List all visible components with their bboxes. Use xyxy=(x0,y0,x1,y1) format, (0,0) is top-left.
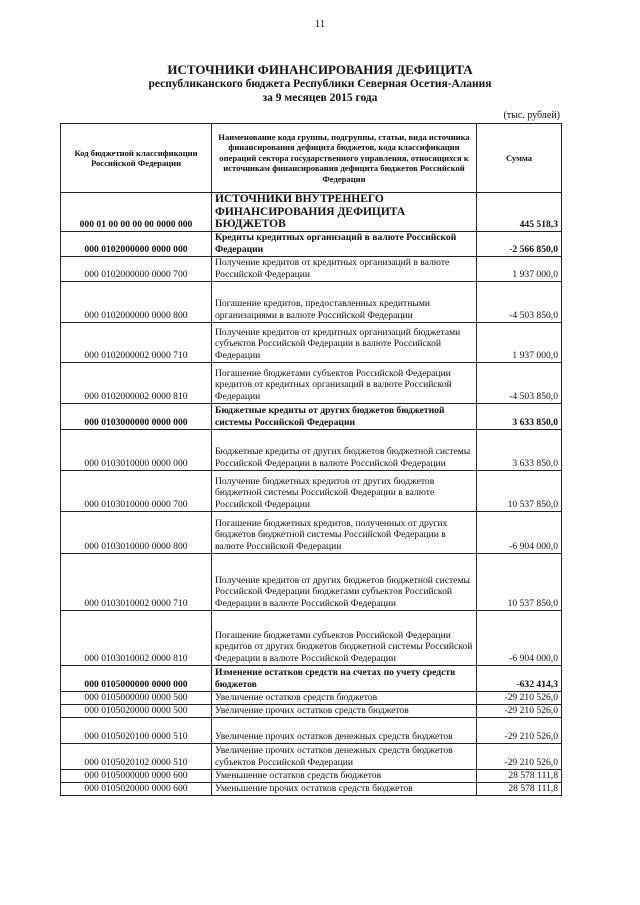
row-code: 000 0105000000 0000 500 xyxy=(61,691,212,704)
row-amount: -29 210 526,0 xyxy=(477,691,562,704)
row-amount: 28 578 111,8 xyxy=(477,782,562,795)
financing-sources-table xyxy=(60,123,562,796)
row-amount: -632 414,3 xyxy=(477,665,562,691)
row-name: Кредиты кредитных организаций в валюте Российской Федерации xyxy=(212,231,477,256)
row-name: Уменьшение остатков средств бюджетов xyxy=(212,769,477,782)
page-number: 11 xyxy=(314,18,326,30)
row-code: 000 0105020000 0000 600 xyxy=(61,782,212,795)
table-row xyxy=(61,553,562,610)
row-code: 000 0103010002 0000 710 xyxy=(61,553,212,610)
row-code: 000 0103010000 0000 700 xyxy=(61,470,212,511)
table-row xyxy=(61,470,562,511)
header-name: Наименование кода группы, подгруппы, статьи, вида источника финансирования дефицита бюджетов, кода классификации операций сектора государственного управления, относящихся к источникам финансирования дефицита бюджетов Российской Федерации xyxy=(212,124,477,193)
row-amount: 28 578 111,8 xyxy=(477,769,562,782)
header-amount: Сумма xyxy=(477,124,562,193)
row-name: Бюджетные кредиты от других бюджетов бюджетной системы Российской Федерации в валюте Российской Федерации xyxy=(212,429,477,470)
row-amount: 3 633 850,0 xyxy=(477,403,562,429)
table-row xyxy=(61,717,562,743)
row-name: Погашение бюджетных кредитов, полученных от других бюджетов бюджетной системы Российской Федерации в валюте Российской Федерации xyxy=(212,511,477,553)
row-name: Погашение кредитов, предоставленных кредитными организациями в валюте Российской Федерации xyxy=(212,281,477,322)
row-amount: -4 503 850,0 xyxy=(477,362,562,403)
row-code: 000 0103000000 0000 000 xyxy=(61,403,212,429)
row-amount: -6 904 000,0 xyxy=(477,610,562,665)
header-code: Код бюджетной классификации Российской Федерации xyxy=(61,124,212,193)
table-row xyxy=(61,704,562,717)
row-name: Бюджетные кредиты от других бюджетов бюджетной системы Российской Федерации xyxy=(212,403,477,429)
row-amount: -29 210 526,0 xyxy=(477,704,562,717)
table-row xyxy=(61,281,562,322)
document-title xyxy=(60,63,580,105)
table-row xyxy=(61,691,562,704)
row-amount: -2 566 850,0 xyxy=(477,231,562,256)
row-name: Получение кредитов от других бюджетов бюджетной системы Российской Федерации бюджетами субъектов Российской Федерации в валюте Российской Федерации xyxy=(212,553,477,610)
table-row xyxy=(61,322,562,362)
row-code: 000 0102000002 0000 810 xyxy=(61,362,212,403)
title-line-3: за 9 месяцев 2015 года xyxy=(262,92,378,104)
row-code: 000 0105020102 0000 510 xyxy=(61,743,212,769)
row-name: Погашение бюджетами субъектов Российской Федерации кредитов от других бюджетов бюджетной системы Российской Федерации в валюте Российской Федерации xyxy=(212,610,477,665)
row-code: 000 0105000000 0000 600 xyxy=(61,769,212,782)
row-amount: -29 210 526,0 xyxy=(477,717,562,743)
row-code: 000 0102000002 0000 710 xyxy=(61,322,212,362)
table-row xyxy=(61,193,562,232)
row-name: Получение кредитов от кредитных организаций бюджетами субъектов Российской Федерации в валюте Российской Федерации xyxy=(212,322,477,362)
row-name: Получение кредитов от кредитных организаций в валюте Российской Федерации xyxy=(212,256,477,281)
row-name: Изменение остатков средств на счетах по учету средств бюджетов xyxy=(212,665,477,691)
table-row xyxy=(61,429,562,470)
table-row xyxy=(61,610,562,665)
table-row xyxy=(61,403,562,429)
table-header-row xyxy=(61,124,562,193)
row-name: Увеличение прочих остатков денежных средств бюджетов субъектов Российской Федерации xyxy=(212,743,477,769)
row-name: Увеличение остатков средств бюджетов xyxy=(212,691,477,704)
row-code: 000 0102000000 0000 700 xyxy=(61,256,212,281)
table-row xyxy=(61,511,562,553)
row-amount: 3 633 850,0 xyxy=(477,429,562,470)
title-line-1: ИСТОЧНИКИ ФИНАНСИРОВАНИЯ ДЕФИЦИТА xyxy=(167,62,473,77)
row-name: Увеличение прочих остатков денежных средств бюджетов xyxy=(212,717,477,743)
row-amount: 10 537 850,0 xyxy=(477,470,562,511)
table-row xyxy=(61,231,562,256)
row-amount: -6 904 000,0 xyxy=(477,511,562,553)
row-code: 000 0102000000 0000 800 xyxy=(61,281,212,322)
row-amount: -29 210 526,0 xyxy=(477,743,562,769)
table-row xyxy=(61,665,562,691)
row-code: 000 0103010000 0000 000 xyxy=(61,429,212,470)
row-name: Получение бюджетных кредитов от других бюджетов бюджетной системы Российской Федерации в валюте Российской Федерации xyxy=(212,470,477,511)
table-row xyxy=(61,362,562,403)
row-code: 000 0105020000 0000 500 xyxy=(61,704,212,717)
row-name: ИСТОЧНИКИ ВНУТРЕННЕГО ФИНАНСИРОВАНИЯ ДЕФИЦИТА БЮДЖЕТОВ xyxy=(212,193,477,232)
row-code: 000 01 00 00 00 00 0000 000 xyxy=(61,193,212,232)
row-amount: 1 937 000,0 xyxy=(477,322,562,362)
row-name: Погашение бюджетами субъектов Российской Федерации кредитов от кредитных организаций в валюте Российской Федерации xyxy=(212,362,477,403)
table-row xyxy=(61,743,562,769)
row-code: 000 0105000000 0000 000 xyxy=(61,665,212,691)
row-amount: 10 537 850,0 xyxy=(477,553,562,610)
units-label: (тыс. рублей) xyxy=(503,110,560,121)
row-code: 000 0102000000 0000 000 xyxy=(61,231,212,256)
row-code: 000 0105020100 0000 510 xyxy=(61,717,212,743)
row-amount: 1 937 000,0 xyxy=(477,256,562,281)
row-amount: -4 503 850,0 xyxy=(477,281,562,322)
table-row xyxy=(61,782,562,795)
title-line-2: республиканского бюджета Республики Северная Осетия-Алания xyxy=(148,78,492,90)
row-code: 000 0103010000 0000 800 xyxy=(61,511,212,553)
row-name: Уменьшение прочих остатков средств бюджетов xyxy=(212,782,477,795)
table-row xyxy=(61,769,562,782)
row-code: 000 0103010002 0000 810 xyxy=(61,610,212,665)
table-row xyxy=(61,256,562,281)
row-name: Увеличение прочих остатков средств бюджетов xyxy=(212,704,477,717)
row-amount: 445 518,3 xyxy=(477,193,562,232)
